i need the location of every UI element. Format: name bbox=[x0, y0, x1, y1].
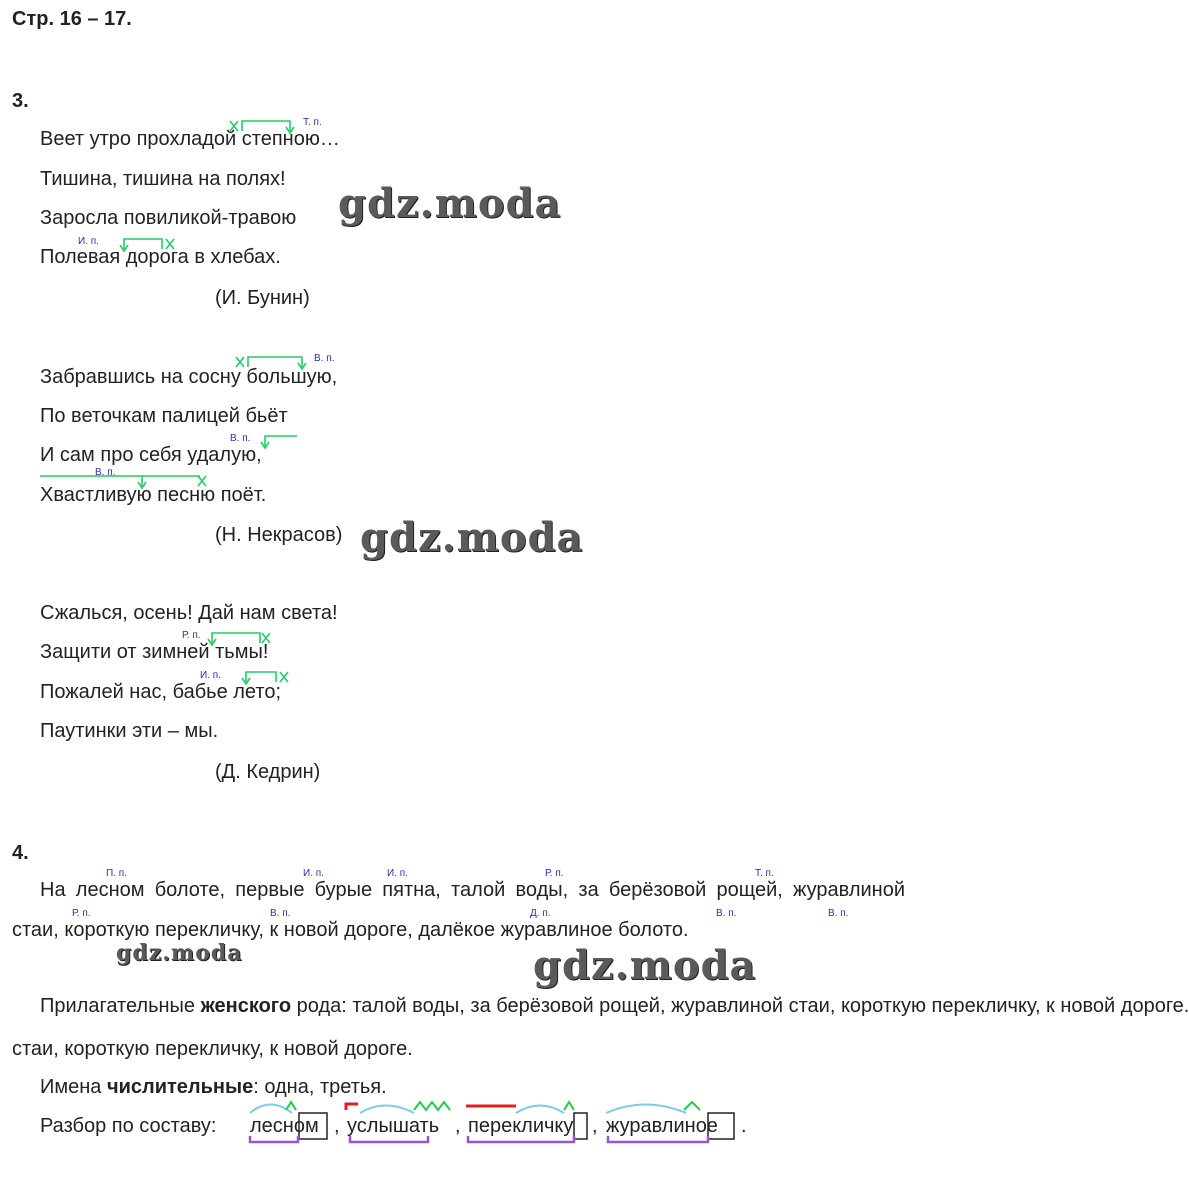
morph-word-1: лесном bbox=[250, 1115, 319, 1137]
morph-sep: , bbox=[455, 1115, 461, 1137]
case-mark: В. п. bbox=[230, 433, 251, 444]
poem3-line-4: Паутинки эти – мы. bbox=[40, 720, 219, 742]
poem1-line-3: Заросла повиликой-травою bbox=[40, 207, 297, 229]
poem3-author: (Д. Кедрин) bbox=[215, 761, 321, 783]
poem1-line-4: Полевая дорога в хлебах. bbox=[40, 246, 281, 268]
case-mark: И. п. bbox=[200, 670, 221, 681]
poem2-line-4: Хвастливую песню поёт. bbox=[40, 484, 267, 506]
feminine-adjectives: Прилагательные женского рода: талой воды, за берёзовой рощей, журавлиной стаи, короткую перекличку, к новой дороге. bbox=[40, 995, 1189, 1017]
case-mark: И. п. bbox=[387, 868, 408, 879]
case-mark: Р. п. bbox=[182, 630, 201, 641]
morph-sep: . bbox=[741, 1115, 747, 1137]
poem3-line-3: Пожалей нас, бабье лето; bbox=[40, 681, 281, 703]
case-mark: Т. п. bbox=[303, 117, 322, 128]
case-mark: Р. п. bbox=[545, 868, 564, 879]
feminine-adjectives-cont: стаи, короткую перекличку, к новой дороге. bbox=[12, 1038, 413, 1060]
case-mark: П. п. bbox=[106, 868, 127, 879]
morph-sep: , bbox=[592, 1115, 598, 1137]
case-mark: Р. п. bbox=[72, 908, 91, 919]
case-mark: И. п. bbox=[303, 868, 324, 879]
case-mark: В. п. bbox=[95, 467, 116, 478]
poem3-line-1: Сжалься, осень! Дай нам света! bbox=[40, 602, 338, 624]
morph-marks bbox=[250, 1102, 734, 1142]
watermark: gdz.moda bbox=[360, 514, 584, 561]
morph-sep: , bbox=[334, 1115, 340, 1137]
case-mark: Т. п. bbox=[755, 868, 774, 879]
poem2-line-2: По веточкам палицей бьёт bbox=[40, 405, 288, 427]
exercise-4-number: 4. bbox=[12, 842, 29, 864]
morph-word-4: журавлиное bbox=[606, 1115, 718, 1137]
morph-word-2: услышать bbox=[347, 1115, 440, 1137]
poem2-author: (Н. Некрасов) bbox=[215, 524, 343, 546]
numerals: Имена числительные: одна, третья. bbox=[40, 1076, 387, 1098]
watermark: gdz.moda bbox=[533, 942, 757, 989]
exercise-3-number: 3. bbox=[12, 90, 29, 112]
poem3-line-2: Защити от зимней тьмы! bbox=[40, 641, 269, 663]
watermark: gdz.moda bbox=[116, 940, 243, 966]
case-mark: В. п. bbox=[828, 908, 849, 919]
page-title: Стр. 16 – 17. bbox=[12, 8, 132, 30]
exercise4-phrases: На лесном болоте, первые бурые пятна, талой воды, за берёзовой рощей, журавлиной стаи, короткую перекличку, к новой дороге, далёкое журавлиное болото. bbox=[12, 879, 905, 941]
morph-word-3: перекличку bbox=[468, 1115, 574, 1137]
poem2-line-3: И сам про себя удалую, bbox=[40, 444, 262, 466]
poem2-line-1: Забравшись на сосну большую, bbox=[40, 366, 338, 388]
case-mark: Д. п. bbox=[530, 908, 551, 919]
syntax-arrows bbox=[40, 121, 306, 684]
watermark: gdz.moda bbox=[338, 180, 562, 227]
case-mark: В. п. bbox=[716, 908, 737, 919]
case-mark: В. п. bbox=[270, 908, 291, 919]
poem1-author: (И. Бунин) bbox=[215, 287, 310, 309]
morph-label: Разбор по составу: bbox=[40, 1115, 217, 1137]
poem1-line-1: Веет утро прохладой степною… bbox=[40, 128, 340, 150]
case-mark: В. п. bbox=[314, 353, 335, 364]
case-mark: И. п. bbox=[78, 236, 99, 247]
poem1-line-2: Тишина, тишина на полях! bbox=[40, 168, 286, 190]
